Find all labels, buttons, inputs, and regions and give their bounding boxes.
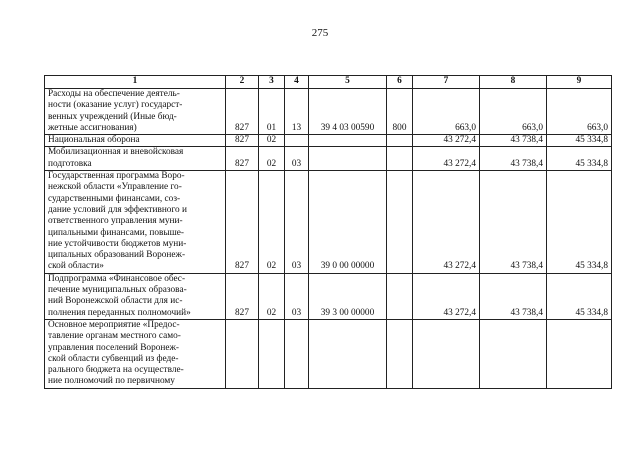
cell-year3: 45 334,8	[547, 147, 612, 171]
cell-year1	[413, 319, 480, 388]
cell-csr	[309, 135, 387, 147]
cell-vr	[387, 319, 413, 388]
cell-rz: 01	[259, 89, 285, 135]
cell-year3: 663,0	[547, 89, 612, 135]
cell-year1: 43 272,4	[413, 147, 480, 171]
row-name: Подпрограмма «Финансовое обес- печение муниципальных образова- ний Воронежской области для ис- полнения переданных полномочий»	[45, 273, 226, 319]
cell-rz: 02	[259, 273, 285, 319]
cell-rz: 02	[259, 135, 285, 147]
header-cell: 7	[413, 76, 480, 89]
header-cell: 4	[285, 76, 309, 89]
cell-grbs: 827	[226, 171, 259, 274]
cell-year1: 43 272,4	[413, 273, 480, 319]
cell-pr: 03	[285, 273, 309, 319]
table-row	[45, 135, 612, 147]
cell-rz: 02	[259, 147, 285, 171]
cell-csr	[309, 319, 387, 388]
cell-csr: 39 3 00 00000	[309, 273, 387, 319]
row-name: Основное мероприятие «Предос- тавление органам местного само- управления поселений Воронеж- ской области субвенций из феде- рального бюджета на осуществле- ние полномочий по первичному	[45, 319, 226, 388]
header-cell: 8	[480, 76, 547, 89]
cell-vr	[387, 171, 413, 274]
cell-vr	[387, 147, 413, 171]
table-row	[45, 147, 612, 171]
cell-csr: 39 0 00 00000	[309, 171, 387, 274]
cell-year1: 43 272,4	[413, 171, 480, 274]
cell-csr	[309, 147, 387, 171]
cell-grbs: 827	[226, 89, 259, 135]
header-cell: 3	[259, 76, 285, 89]
cell-year2: 43 738,4	[480, 147, 547, 171]
cell-year2: 43 738,4	[480, 273, 547, 319]
cell-rz	[259, 319, 285, 388]
cell-grbs: 827	[226, 273, 259, 319]
cell-year3: 45 334,8	[547, 171, 612, 274]
cell-year3: 45 334,8	[547, 135, 612, 147]
row-name: Национальная оборона	[45, 135, 226, 147]
header-row	[45, 76, 612, 89]
header-cell: 1	[45, 76, 226, 89]
budget-table	[44, 75, 612, 389]
cell-year3: 45 334,8	[547, 273, 612, 319]
cell-year1: 663,0	[413, 89, 480, 135]
row-name: Расходы на обеспечение деятель- ности (оказание услуг) государст- венных учреждений (Иные бюд- жетные ассигнования)	[45, 89, 226, 135]
table-row	[45, 319, 612, 388]
cell-grbs: 827	[226, 135, 259, 147]
cell-vr	[387, 273, 413, 319]
table-row	[45, 171, 612, 274]
cell-csr: 39 4 03 00590	[309, 89, 387, 135]
row-name: Государственная программа Воро- нежской области «Управление го- сударственными финансами, соз- дание условий для эффективного и ответственного управления муни- ципальными финансами, повыше- ние устойчивости бюджетов муни- ципальных образований Воронеж- ской области»	[45, 171, 226, 274]
header-cell: 2	[226, 76, 259, 89]
cell-pr	[285, 319, 309, 388]
page-number: 275	[311, 27, 329, 39]
cell-grbs: 827	[226, 147, 259, 171]
cell-year3	[547, 319, 612, 388]
cell-vr	[387, 135, 413, 147]
cell-pr: 03	[285, 171, 309, 274]
cell-grbs	[226, 319, 259, 388]
cell-year2	[480, 319, 547, 388]
cell-year1: 43 272,4	[413, 135, 480, 147]
header-cell: 9	[547, 76, 612, 89]
cell-vr: 800	[387, 89, 413, 135]
cell-rz: 02	[259, 171, 285, 274]
table-row	[45, 273, 612, 319]
cell-year2: 43 738,4	[480, 171, 547, 274]
cell-year2: 43 738,4	[480, 135, 547, 147]
header-cell: 5	[309, 76, 387, 89]
row-name: Мобилизационная и вневойсковая подготовка	[45, 147, 226, 171]
cell-pr: 03	[285, 147, 309, 171]
header-cell: 6	[387, 76, 413, 89]
cell-pr: 13	[285, 89, 309, 135]
cell-year2: 663,0	[480, 89, 547, 135]
table-row	[45, 89, 612, 135]
cell-pr	[285, 135, 309, 147]
